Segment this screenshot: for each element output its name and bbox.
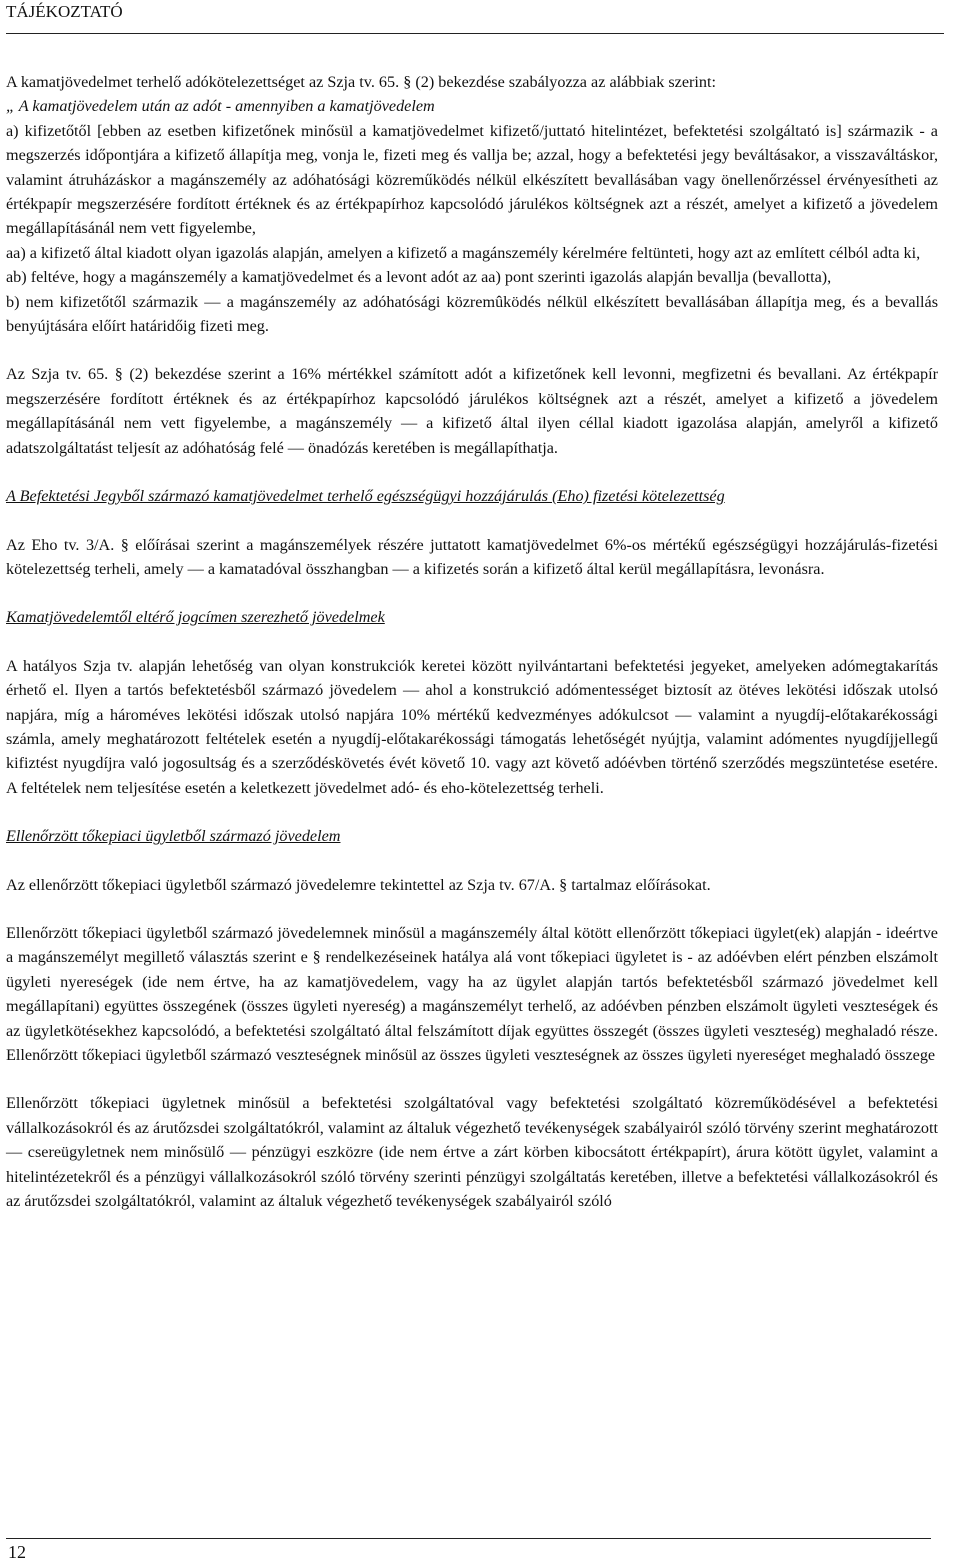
paragraph-spacer: [6, 897, 938, 921]
body-paragraph: a) kifizetőtől [ebben az esetben kifizetőnek minősül a kamatjövedelmet kifizető/juttató hitelintézet, befektetési szolgáltató is] származik - a megszerzés időpontjára a kifizető állapítja meg, vonja le, fizeti meg és vallja be; azzal, hogy a befektetési jegy beváltásakor, a visszaváltáskor, valamint átruházáskor a magánszemély az adóhatósági közreműködés nélkül elkészített bevallásában vagy önellenőrzéssel érvényesítheti az értékpapír megszerzésére fordított értéknek és az értékpapírhoz kapcsolódó járulékos költségnek azt a részét, amelyet a kifizető a jövedelem megállapításánál nem vett figyelembe,: [6, 121, 938, 238]
body-paragraph: aa) a kifizető által kiadott olyan igazolás alapján, amelyen a kifizető a magánszemély kérelmére feltünteti, hogy azt az említett célból adta ki,: [6, 243, 921, 262]
section-heading: A Befektetési Jegyből származó kamatjövedelmet terhelő egészségügyi hozzájárulás (Eho) fizetési kötelezettség: [6, 487, 725, 506]
body-paragraph: Ellenőrzött tőkepiaci ügyletnek minősül a befektetési szolgáltatóval vagy befektetési szolgáltató közreműködésével a befektetési vállalkozásokról és az árutőzsdei szolgáltatókról, valamint az általuk végezhető tevékenységek szabályairól szóló törvény szerint meghatározott — csereügyletnek nem minősülő — pénzügyi eszközre (ide nem értve a zárt körben kibocsátott értékpapírt), árura kötött ügylet, valamint a hitelintézetekről és a pénzügyi vállalkozásokról szóló törvény szerinti pénzügyi szolgáltatás keretében, illetve a befektetési vállalkozásokról és az árutőzsdei szolgáltatókról, valamint az általuk végezhető tevékenységek szabályairól szóló: [6, 1094, 938, 1211]
paragraph-spacer: [6, 460, 938, 484]
section-heading: Ellenőrzött tőkepiaci ügyletből származó jövedelem: [6, 827, 341, 846]
body-paragraph: Az Eho tv. 3/A. § előírásai szerint a magánszemélyek részére juttatott kamatjövedelmet 6%-os mértékű egészségügyi hozzájárulás-fizetési kötelezettség terheli, amely — a kamatadóval összhangban — a kifizetés során a kifizető által kerül megállapításra, levonásra.: [6, 535, 938, 578]
quote-intro: „ A kamatjövedelem után az adót - amennyiben a kamatjövedelem: [6, 97, 435, 116]
header-divider: [6, 33, 944, 34]
body-paragraph: A hatályos Szja tv. alapján lehetőség van olyan konstrukciók keretei között nyilvántartani befektetési jegyeket, amelyeken adómegtakarítás érhető el. Ilyen a tartós befektetésből származó jövedelem — ahol a konstrukció adómentességet biztosít az ötéves lekötési időszak utolsó napjára, míg a hároméves lekötési időszak utolsó napjára 10% mértékű kedvezményes adókulcsot — valamint a nyugdíj-előtakarékossági számla, amely meghatározott feltételek esetén a nyugdíj-előtakarékossági támogatás lehetőségét nyújtja, valamint adómentes nyugdíjjellegű kifiztést nyugdíjra való jogosultság és a szerződéskövetés évét követő 10. vagy azt követő adóévben történő szerződés megszüntetése esetére. A feltételek nem teljesítése esetén a keletkezett jövedelmet adó- és eho-kötelezettség terheli.: [6, 656, 938, 797]
paragraph-spacer: [6, 630, 938, 654]
section-heading: Kamatjövedelemtől eltérő jogcímen szerezhető jövedelmek: [6, 608, 385, 627]
document-header-title: TÁJÉKOZTATÓ: [6, 2, 123, 21]
footer-divider: [6, 1538, 931, 1539]
paragraph-spacer: [6, 509, 938, 533]
body-paragraph: b) nem kifizetőtől származik — a magánszemély az adóhatósági közremûködés nélkül elkészített bevallásában állapítja meg, és a bevallás benyújtására előírt határidőig fizeti meg.: [6, 292, 938, 336]
body-paragraph: Az Szja tv. 65. § (2) bekezdése szerint a 16% mértékkel számított adót a kifizetőnek kell levonni, megfizetni és bevallani. Az értékpapír megszerzésére fordított értéknek és az értékpapírhoz kapcsolódó járulékos költségnek azt a részét, amelyet a kifizető a jövedelem megállapításánál nem vett figyelembe, a magánszemély — a kifizető által ilyen céllal kiadott igazolása alapján, amelyről a kifizető adatszolgáltatást teljesít az adóhatóság felé — önadózás keretében is megállapíthatja.: [6, 365, 938, 457]
paragraph-spacer: [6, 581, 938, 605]
body-paragraph: A kamatjövedelmet terhelő adókötelezettséget az Szja tv. 65. § (2) bekezdése szabályozza az alábbiak szerint:: [6, 73, 716, 91]
paragraph-spacer: [6, 800, 938, 824]
body-paragraph: Ellenőrzött tőkepiaci ügyletből származó jövedelemnek minősül a magánszemély által kötött ellenőrzött tőkepiaci ügylet(ek) alapján - ideértve a magánszemélyt megillető választás szerint e § rendelkezéseinek hatálya alá vont tőkepiaci ügyletet is - az adóévben elért pénzben elszámolt ügyleti nyereségek (ide nem értve, ha az kamatjövedelem, vagy ha az ügylet alapján tartós befektetésből származó jövedelmet kell megállapítani) együttes összegének (összes ügyleti nyereség) a magánszemélyt terhelő, az adóévben pénzben elszámolt ügyleti veszteségek és az ügyletkötésekhez kapcsolódó, a befektetési szolgáltató által felszámított díjak együttes összegét (összes ügyleti veszteség) meghaladó része. Ellenőrzött tőkepiaci ügyletből származó veszteségnek minősül az összes ügyleti veszteségnek az összes ügyleti nyereséget meghaladó összege: [6, 923, 938, 1064]
paragraph-spacer: [6, 338, 938, 362]
body-paragraph: Az ellenőrzött tőkepiaci ügyletből származó jövedelemre tekintettel az Szja tv. 67/A. § tartalmaz előírásokat.: [6, 875, 711, 894]
document-body: [6, 70, 938, 1213]
paragraph-spacer: [6, 849, 938, 873]
body-paragraph: ab) feltéve, hogy a magánszemély a kamatjövedelmet és a levont adót az aa) pont szerinti igazolás alapján bevallja (bevallotta),: [6, 268, 832, 287]
paragraph-spacer: [6, 1067, 938, 1091]
page-number: 12: [8, 1542, 26, 1562]
